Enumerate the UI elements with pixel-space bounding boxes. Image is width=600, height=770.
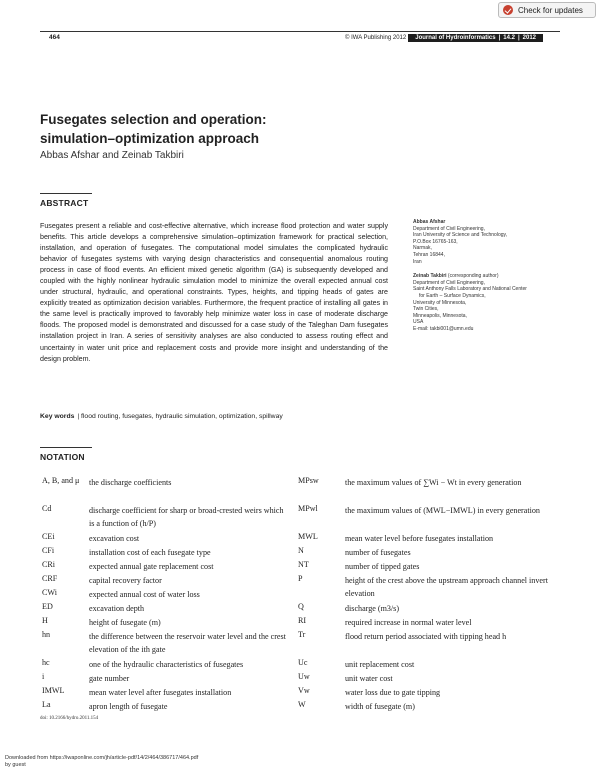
- notation-symbol: Q: [298, 602, 304, 611]
- notation-row: [298, 672, 393, 685]
- notation-desc: one of the hydraulic characteristics of fusegates: [89, 660, 244, 669]
- doi[interactable]: doi: 10.2166/hydro.2011.154: [40, 716, 99, 721]
- notation-desc: excavation cost: [89, 534, 140, 543]
- affiliation-line: Department of Civil Engineering,: [413, 225, 485, 232]
- notation-row: [298, 658, 414, 671]
- keywords: Key words | flood routing, fusegates, hydraulic simulation, optimization, spillway: [40, 413, 283, 420]
- notation-desc: the difference between the reservoir water level and the crest elevation of the ith gate: [89, 632, 286, 655]
- notation-row: [42, 616, 161, 629]
- affiliation-name: Abbas Afshar: [413, 219, 446, 225]
- keywords-list: flood routing, fusegates, hydraulic simulation, optimization, spillway: [81, 413, 283, 420]
- affiliation-email[interactable]: E-mail: takbi001@umn.edu: [413, 325, 474, 332]
- abstract-rule: [40, 193, 92, 194]
- notation-symbol: Vw: [298, 686, 310, 695]
- notation-desc: unit replacement cost: [345, 660, 415, 669]
- notation-symbol: MPsw: [298, 476, 319, 485]
- journal-year: 2012: [522, 35, 536, 41]
- notation-symbol: Cd: [42, 504, 52, 513]
- notation-desc: height of fusegate (m): [89, 618, 161, 627]
- notation-row: [42, 476, 171, 489]
- notation-row: [42, 686, 231, 699]
- notation-desc: the maximum values of (MWL−IMWL) in every generation: [345, 506, 540, 515]
- notation-desc: installation cost of each fusegate type: [89, 548, 211, 557]
- notation-symbol: CWi: [42, 588, 57, 597]
- journal-header: [345, 34, 543, 42]
- affiliation-line: Department of Civil Engineering,: [413, 279, 485, 286]
- notation-symbol: A, B, and μ: [42, 476, 80, 485]
- affiliation-line: Iran University of Science and Technology,: [413, 232, 508, 239]
- notation-row: [298, 616, 472, 629]
- notation-row: [42, 546, 211, 559]
- notation-row: [42, 658, 243, 671]
- download-line-1: Downloaded from https://iwaponline.com/jh/article-pdf/14/2/464/386717/464.pdf: [5, 755, 199, 761]
- page-number: 464: [49, 34, 60, 41]
- notation-symbol: CEi: [42, 532, 55, 541]
- notation-desc: mean water level before fusegates installation: [345, 534, 494, 543]
- notation-row: [42, 588, 200, 601]
- notation-row: [298, 630, 506, 643]
- notation-symbol: Uc: [298, 658, 308, 667]
- keywords-label: Key words: [40, 413, 75, 420]
- notation-desc: height of the crest above the upstream approach channel invert elevation: [345, 576, 548, 599]
- notation-symbol: MPwl: [298, 504, 318, 513]
- header-rule: [40, 31, 560, 32]
- notation-desc: discharge (m3/s): [345, 604, 400, 613]
- notation-symbol: La: [42, 700, 51, 709]
- notation-desc: the maximum values of ∑Wi − Wt in every generation: [345, 478, 522, 487]
- notation-desc: flood return period associated with tipping head h: [345, 632, 507, 641]
- notation-row: [298, 686, 440, 699]
- notation-row: [42, 532, 139, 545]
- affiliation-role: (corresponding author): [447, 273, 499, 280]
- notation-row: [298, 700, 415, 713]
- notation-symbol: IMWL: [42, 686, 65, 695]
- notation-symbol: i: [42, 672, 45, 681]
- notation-row: [298, 560, 419, 573]
- notation-desc: unit water cost: [345, 674, 393, 683]
- check-for-updates-label: Check for updates: [518, 5, 583, 15]
- notation-desc: required increase in normal water level: [345, 618, 472, 627]
- notation-row: [42, 560, 214, 573]
- notation-row: [42, 504, 287, 530]
- notation-row: [298, 602, 399, 615]
- affiliation-line: University of Minnesota,: [413, 299, 467, 306]
- notation-desc: discharge coefficient for sharp or broad-crested weirs which is a function of (h/P): [89, 506, 284, 529]
- affiliation-line: Minneapolis, Minnesota,: [413, 312, 467, 319]
- notation-desc: expected annual gate replacement cost: [89, 562, 214, 571]
- abstract-text: Fusegates present a reliable and cost-effective alternative, which increase flood protection and water supply benefits. This article develops a comprehensive simulation–optimization framework for practical selection, installation, and operation of fusegates. The computational model simulates the complicated hydraulic behavior of fusegates systems with varying design characteristics and consequential anomalous routing process in case of flood events. An efficient mixed genetic algorithm (GA) is subsequently developed and coupled with the highly nonlinear hydraulic simulation model to minimize the overall expected annual cost under structural, hydraulic, and operational constraints. Types, heights, and tipping heads of gates are explicitly treated as optimization decision variables. Furthermore, the frequent practice of installing all gates in the same level is practically improved to favorably help minimize water loss in case of moderate discharge floods. The proposed model is demonstrated and discussed for a case study of the Taleghan Dam fusegates installation project in Iran. A series of sensitivity analyses are also conducted to assess routing effect and uncertainty in water unit price and replacement costs and provide more insight and understanding of the design problem.: [40, 222, 388, 363]
- title-line-1: Fusegates selection and operation:: [40, 112, 267, 127]
- abstract-heading: ABSTRACT: [40, 198, 89, 208]
- notation-symbol: CRi: [42, 560, 56, 569]
- notation-desc: excavation depth: [89, 604, 145, 613]
- affiliations: [413, 219, 563, 333]
- notation-desc: number of tipped gates: [345, 562, 420, 571]
- check-for-updates-badge[interactable]: [498, 2, 596, 18]
- notation-desc: gate number: [89, 674, 130, 683]
- notation-desc: width of fusegate (m): [345, 702, 415, 711]
- notation-symbol: W: [298, 700, 306, 709]
- notation-rule: [40, 447, 92, 448]
- notation-symbol: CFi: [42, 546, 55, 555]
- affiliation-line: P.O.Box 16765-163,: [413, 238, 458, 245]
- notation-desc: expected annual cost of water loss: [89, 590, 200, 599]
- notation-symbol: Uw: [298, 672, 310, 681]
- notation-row: [42, 700, 167, 713]
- notation-symbol: N: [298, 546, 304, 555]
- notation-desc: the discharge coefficients: [89, 478, 172, 487]
- notation-right: [298, 476, 568, 716]
- notation-symbol: H: [42, 616, 48, 625]
- notation-desc: water loss due to gate tipping: [345, 688, 441, 697]
- affiliation-line: Iran: [413, 258, 422, 265]
- notation-symbol: RI: [298, 616, 307, 625]
- journal-banner: Journal of Hydroinformatics | 14.2 | 2012: [408, 34, 543, 42]
- affiliation-name: Zeinab Takbiri: [413, 273, 447, 280]
- affiliation-line: USA: [413, 319, 424, 326]
- notation-row: [42, 630, 287, 656]
- affiliation-line: Narmak,: [413, 245, 432, 252]
- affiliation-line: for Earth – Surface Dynamics,: [419, 292, 486, 299]
- affiliation-line: Saint Anthony Falls Laboratory and National Center: [413, 286, 527, 293]
- notation-row: [298, 546, 411, 559]
- authors: Abbas Afshar and Zeinab Takbiri: [40, 150, 184, 161]
- notation-left: [42, 476, 287, 716]
- journal-volume: 14.2: [503, 35, 515, 41]
- notation-symbol: ED: [42, 602, 53, 611]
- notation-row: [298, 476, 521, 489]
- notation-symbol: CRF: [42, 574, 58, 583]
- notation-row: [42, 672, 129, 685]
- notation-symbol: hc: [42, 658, 50, 667]
- notation-desc: capital recovery factor: [89, 576, 162, 585]
- notation-desc: apron length of fusegate: [89, 702, 168, 711]
- notation-symbol: NT: [298, 560, 309, 569]
- affiliation-line: Twin Cities,: [413, 306, 439, 313]
- notation-row: [298, 532, 493, 545]
- download-line-2: by guest: [5, 761, 26, 768]
- notation-symbol: MWL: [298, 532, 318, 541]
- notation-heading: NOTATION: [40, 452, 85, 462]
- notation-desc: number of fusegates: [345, 548, 411, 557]
- publisher: © IWA Publishing 2012: [345, 35, 407, 41]
- notation-row: [298, 574, 568, 600]
- notation-row: [42, 602, 144, 615]
- check-icon: [503, 5, 513, 15]
- notation-row: [42, 574, 162, 587]
- notation-symbol: Tr: [298, 630, 306, 639]
- notation-symbol: hn: [42, 630, 51, 639]
- notation-symbol: P: [298, 574, 303, 583]
- affiliation-line: Tehran 16844,: [413, 251, 445, 258]
- journal-name: Journal of Hydroinformatics: [415, 35, 496, 41]
- notation-row: [298, 504, 540, 517]
- download-notice: [5, 755, 198, 768]
- article-title: [40, 110, 440, 148]
- title-line-2: simulation–optimization approach: [40, 131, 260, 146]
- notation-desc: mean water level after fusegates installation: [89, 688, 232, 697]
